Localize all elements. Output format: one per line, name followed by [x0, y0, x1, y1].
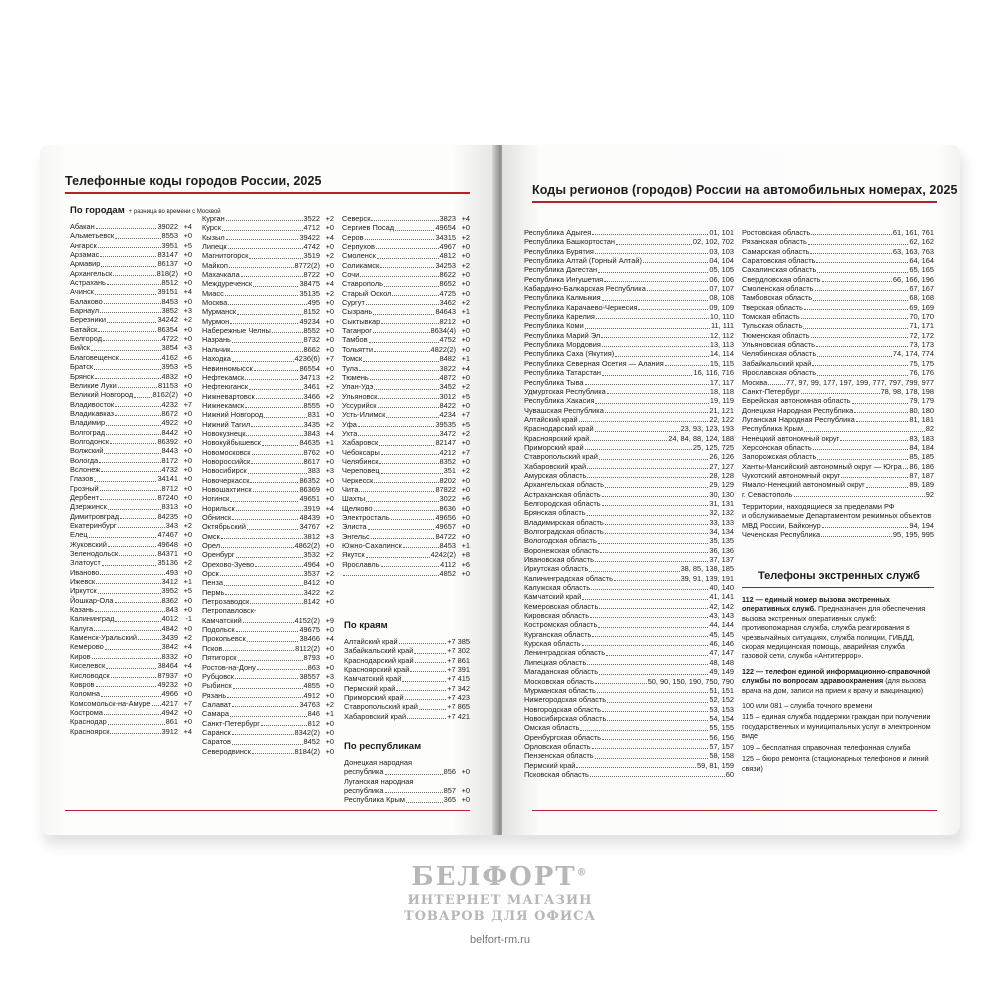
- city-code-row: Нижний Новгород 831 +0: [202, 410, 334, 420]
- plate-code-row: Кемеровская область 42, 142: [524, 601, 734, 611]
- plate-code-row: Республика Мордовия 13, 113: [524, 340, 734, 350]
- city-code-row: Ачинск 39151 +4: [70, 287, 192, 297]
- city-code-row: Пенза 8412 +0: [202, 578, 334, 588]
- city-code-row: Красноярск 3912 +4: [70, 726, 192, 736]
- plate-code-row: Вологодская область 35, 135: [524, 536, 734, 546]
- plate-code-row: Республика Коми 11, 111: [524, 321, 734, 331]
- plate-code-row: Свердловская область 66, 166, 196: [742, 274, 934, 284]
- city-code-row: Киров 8332 +0: [70, 651, 192, 661]
- city-code-row: Рязань 4912 +0: [202, 690, 334, 700]
- city-code-row: Москва 495 +0: [202, 298, 334, 308]
- plate-code-row: Республика Алтай (Горный Алтай) 04, 104: [524, 256, 734, 266]
- city-code-row: Новосибирск 383 +3: [202, 466, 334, 476]
- city-code-row: Ухта 3472 +2: [342, 428, 470, 438]
- plate-code-row: Курганская область 45, 145: [524, 629, 734, 639]
- city-code-row: Армавир 86137 +0: [70, 259, 192, 269]
- plate-code-row: Владимирская область 33, 133: [524, 517, 734, 527]
- plate-code-row: Магаданская область 49, 149: [524, 667, 734, 677]
- plate-code-row: Чувашская Республика 21, 121: [524, 405, 734, 415]
- left-title-rule: [65, 192, 470, 194]
- city-code-row: Вологда 8172 +0: [70, 455, 192, 465]
- krai-code-row: Ставропольский край +7 865: [344, 702, 470, 712]
- by-republic-heading: По республикам: [344, 741, 422, 752]
- city-code-row: Усть-Илимск 4234 +7: [342, 410, 470, 420]
- plate-code-row: Калининградская область 39, 91, 139, 191: [524, 573, 734, 583]
- city-code-row: Междуреченск 38475 +4: [202, 279, 334, 289]
- city-code-row: Таганрог 8634(4) +0: [342, 326, 470, 336]
- city-code-row: Орск 3537 +2: [202, 569, 334, 579]
- plate-code-row: Республика Адыгея 01, 101: [524, 228, 734, 237]
- city-code-row: Дербент 87240 +0: [70, 492, 192, 502]
- right-title-rule: [532, 201, 937, 203]
- krai-code-row: Камчатский край +7 415: [344, 674, 470, 684]
- city-code-row: Тольятти 4822(2) +0: [342, 344, 470, 354]
- plate-code-row: Забайкальский край 75, 175: [742, 358, 934, 368]
- plate-code-row: Республика Хакасия 19, 119: [524, 396, 734, 406]
- city-code-row: Серов 34315 +2: [342, 232, 470, 242]
- city-code-row: Обнинск 48439 +0: [202, 513, 334, 522]
- plate-code-row: Республика Дагестан 05, 105: [524, 265, 734, 275]
- city-code-row: Кызыл 39422 +4: [202, 232, 334, 242]
- city-code-row: 4852 +0: [342, 569, 470, 578]
- city-code-row: Иваново 493 +0: [70, 567, 192, 577]
- city-code-row: Смоленск 4812 +0: [342, 251, 470, 261]
- city-code-row: Якутск 4242(2) +8: [342, 550, 470, 560]
- plate-code-row: Москва 77, 97, 99, 177, 197, 199, 777, 797, 799, 977: [742, 377, 934, 387]
- right-footer-rule: [532, 810, 937, 811]
- city-code-row: Великие Луки 81153 +0: [70, 380, 192, 390]
- city-code-row: Омск 3812 +3: [202, 531, 334, 541]
- plate-code-row: Тюменская область 72, 172: [742, 330, 934, 340]
- city-code-row: Барнаул 3852 +3: [70, 306, 192, 316]
- krai-code-row: Пермский край +7 342: [344, 683, 470, 693]
- city-code-row: Елец 47467 +0: [70, 530, 192, 540]
- city-code-row: Южно-Сахалинск 8453 +1: [342, 541, 470, 551]
- city-code-row: Чебоксары 4212 +7: [342, 447, 470, 457]
- plate-code-row: Республика Тыва 17, 117: [524, 377, 734, 387]
- city-code-row: Соликамск 34253 +2: [342, 260, 470, 270]
- city-code-row: Великий Новгород 8162(2) +0: [70, 390, 192, 400]
- plate-code-row: Республика Ингушетия 06, 106: [524, 274, 734, 284]
- city-code-row: Кемерово 3842 +4: [70, 642, 192, 652]
- city-code-row: Серпухов 4967 +0: [342, 242, 470, 252]
- plate-code-row: Республика Саха (Якутия) 14, 114: [524, 349, 734, 359]
- city-code-row: Черкесск 8202 +0: [342, 475, 470, 485]
- city-code-row: Березники 34242 +2: [70, 315, 192, 325]
- city-code-row: Салават 34763 +2: [202, 699, 334, 709]
- city-code-row: Новочеркасск 86352 +0: [202, 475, 334, 485]
- plate-code-row: Кабардино-Балкарская Республика 07, 107: [524, 284, 734, 294]
- city-code-row: Махачкала 8722 +0: [202, 270, 334, 280]
- plate-code-row: Тульская область 71, 171: [742, 321, 934, 331]
- city-code-row: Глазов 34141 +0: [70, 474, 192, 484]
- plate-code-row: Самарская область 63, 163, 763: [742, 246, 934, 256]
- city-code-row: Уссурийск 8422 +0: [342, 400, 470, 410]
- plate-code-row: Еврейская автономная область 79, 179: [742, 396, 934, 406]
- left-page-title: Телефонные коды городов России, 2025: [65, 174, 322, 188]
- plate-code-row: Архангельская область 29, 129: [524, 480, 734, 490]
- city-code-row: Камчатский 4152(2) +9: [202, 615, 334, 625]
- city-code-row: Йошкар-Ола 8362 +0: [70, 595, 192, 605]
- plate-code-row: Костромская область 44, 144: [524, 620, 734, 630]
- plate-code-row: Кировская область 43, 143: [524, 611, 734, 621]
- plate-code-row: Липецкая область 48, 148: [524, 657, 734, 667]
- plate-code-row: Луганская Народная Республика 81, 181: [742, 414, 934, 424]
- city-code-row: Нижнекамск 8555 +0: [202, 400, 334, 410]
- by-krai-heading: По краям: [344, 620, 388, 631]
- city-codes-col-3: [342, 214, 470, 578]
- city-code-row: Невинномысск 86554 +0: [202, 363, 334, 373]
- city-code-row: Тула 3822 +4: [342, 363, 470, 373]
- city-code-row: Новокузнецк 3843 +4: [202, 428, 334, 438]
- city-code-row: Балаково 8453 +0: [70, 296, 192, 306]
- plate-code-row: Московская область 50, 90, 150, 190, 750, 790: [524, 676, 734, 686]
- city-code-row: Пятигорск 8793 +0: [202, 653, 334, 663]
- city-code-row: Оренбург 3532 +2: [202, 550, 334, 560]
- plate-code-row: Калужская область 40, 140: [524, 583, 734, 593]
- city-code-row: Улан-Удэ 3452 +2: [342, 382, 470, 392]
- city-code-row: Северск 3823 +4: [342, 214, 470, 223]
- plate-code-row: Ненецкий автономный округ 83, 183: [742, 433, 934, 443]
- plate-code-row: Новосибирская область 54, 154: [524, 713, 734, 723]
- plate-code-row: Республика Карелия 10, 110: [524, 312, 734, 322]
- republic-codes: [344, 758, 470, 805]
- city-code-row: Златоуст 35136 +2: [70, 558, 192, 568]
- plate-code-row: Алтайский край 22, 122: [524, 414, 734, 424]
- city-code-row: Вслонеж 4732 +0: [70, 464, 192, 474]
- plate-code-row: Белгородская область 31, 131: [524, 498, 734, 508]
- plate-code-row: г. Севастополь 92: [742, 489, 934, 499]
- city-code-row: Сыктывкар 8212 +0: [342, 316, 470, 326]
- city-code-row: Казань 843 +0: [70, 605, 192, 615]
- city-code-row: Архангельск 818(2) +0: [70, 268, 192, 278]
- city-code-row: Дзержинск 8313 +0: [70, 502, 192, 512]
- right-page-title: Коды регионов (городов) России на автомобильных номерах, 2025: [532, 183, 958, 197]
- plate-code-row: Воронежская область 36, 136: [524, 545, 734, 555]
- plate-code-row: Ульяновская область 73, 173: [742, 340, 934, 350]
- city-codes-col-1: [70, 222, 192, 736]
- city-code-row: Челябинск 8352 +0: [342, 456, 470, 466]
- emergency-heading: Телефоны экстренных служб: [758, 570, 920, 582]
- city-code-row: Орехово-Зуево 4964 +0: [202, 559, 334, 569]
- city-code-row: Сургут 3462 +2: [342, 298, 470, 308]
- plate-code-row: Оренбургская область 56, 156: [524, 732, 734, 742]
- city-code-row: Псков 8112(2) +0: [202, 643, 334, 653]
- plate-code-row: Псковская область 60: [524, 769, 734, 779]
- city-code-row: Владикавказ 8672 +0: [70, 408, 192, 418]
- plate-code-row: Ленинградская область 47, 147: [524, 648, 734, 658]
- krai-code-row: Забайкальский край +7 302: [344, 646, 470, 656]
- city-code-row: Череповец 351 +2: [342, 466, 470, 476]
- brand-tagline-1: ИНТЕРНЕТ МАГАЗИН: [407, 893, 593, 908]
- city-code-row: Димитровград 84235 +0: [70, 511, 192, 521]
- city-code-row: Элиста 49657 +0: [342, 522, 470, 532]
- open-notebook: [40, 145, 960, 835]
- left-page: [40, 145, 498, 835]
- city-code-row: Уфа 39535 +5: [342, 419, 470, 429]
- city-code-row: Прокопьевск 38466 +4: [202, 634, 334, 644]
- plate-code-row: Томская область 70, 170: [742, 312, 934, 322]
- republic-code-row: Донецкая народная: [344, 758, 412, 767]
- city-code-row: Курск 4712 +0: [202, 223, 334, 233]
- city-code-row: Магнитогорск 3519 +2: [202, 251, 334, 261]
- city-code-row: Набережные Челны 8552 +0: [202, 326, 334, 336]
- city-code-row: Бийск 3854 +3: [70, 343, 192, 353]
- city-code-row: Самара 846 +1: [202, 709, 334, 719]
- city-code-row: Нижневартовск 3466 +2: [202, 391, 334, 401]
- plate-code-row: Санкт-Петербург 78, 98, 178, 198: [742, 386, 934, 396]
- city-code-row: Брянск 4832 +0: [70, 371, 192, 381]
- city-code-row: Норильск 3919 +4: [202, 503, 334, 513]
- city-code-row: Энгельс 84722 +0: [342, 531, 470, 541]
- city-code-row: Белгород 4722 +0: [70, 334, 192, 344]
- city-code-row: Майкоп 8772(2) +0: [202, 260, 334, 270]
- plate-code-row: Орловская область 57, 157: [524, 741, 734, 751]
- city-code-row: Владивосток 4232 +7: [70, 399, 192, 409]
- city-code-row: Ижевск 3412 +1: [70, 577, 192, 587]
- plate-code-row: Ростовская область 61, 161, 761: [742, 228, 934, 237]
- city-code-row: Ангарск 3951 +5: [70, 240, 192, 250]
- city-code-row: Калуга 4842 +0: [70, 623, 192, 633]
- krai-code-row: Краснодарский край +7 861: [344, 655, 470, 665]
- city-code-row: Петропавловск-: [202, 606, 257, 616]
- city-code-row: Волгоград 8442 +0: [70, 427, 192, 437]
- plate-code-row: Приморский край 25, 125, 725: [524, 442, 734, 452]
- plate-code-row: Нижегородская область 52, 152: [524, 695, 734, 705]
- city-code-row: Пермь 3422 +2: [202, 587, 334, 597]
- city-code-row: Новомосковск 8762 +0: [202, 447, 334, 457]
- city-code-row: Нефтекамск 34713 +2: [202, 372, 334, 382]
- city-code-row: Рыбинск 4855 +0: [202, 681, 334, 691]
- plate-code-row: Челябинская область 74, 174, 774: [742, 349, 934, 359]
- plate-code-row: Ханты-Мансийский автономный округ — Югра 86, 186: [742, 461, 934, 471]
- brand-logo: БЕЛФОРТ®: [411, 862, 589, 892]
- city-code-row: Ульяновск 3012 +5: [342, 391, 470, 401]
- site-url[interactable]: belfort-rm.ru: [470, 934, 530, 946]
- city-code-row: Хабаровск 82147 +0: [342, 438, 470, 448]
- plate-code-row: Республика Калмыкия 08, 108: [524, 293, 734, 303]
- plate-code-row: Камчатский край 41, 141: [524, 592, 734, 602]
- city-code-row: Чита 87822 +0: [342, 484, 470, 494]
- city-code-row: Волгодонск 86392 +0: [70, 436, 192, 446]
- city-code-row: Сызрань 84643 +1: [342, 307, 470, 317]
- city-code-row: Краснодар 861 +0: [70, 717, 192, 727]
- city-code-row: Ногинск 49651 +0: [202, 494, 334, 504]
- plate-code-row: Рязанская область 62, 162: [742, 237, 934, 247]
- city-code-row: Батайск 86354 +0: [70, 324, 192, 334]
- city-code-row: Астрахань 8512 +0: [70, 278, 192, 288]
- plate-code-row: Донецкая Народная Республика 80, 180: [742, 405, 934, 415]
- plate-code-row: Иркутская область 38, 85, 138, 185: [524, 564, 734, 574]
- plate-code-row: Курская область 46, 146: [524, 639, 734, 649]
- city-code-row: Новошахтинск 86369 +0: [202, 484, 334, 494]
- city-code-row: Саранск 8342(2) +0: [202, 727, 334, 737]
- city-code-row: Иркутск 3952 +5: [70, 586, 192, 596]
- plate-code-row: Чукотский автономный округ 87, 187: [742, 470, 934, 480]
- plate-code-row: Амурская область 28, 128: [524, 470, 734, 480]
- emergency-rule: [742, 587, 934, 588]
- plate-code-row: Пензенская область 58, 158: [524, 751, 734, 761]
- city-code-row: Шахты 3022 +6: [342, 494, 470, 504]
- plate-code-row: Ставропольский край 26, 126: [524, 452, 734, 462]
- plate-code-row: Брянская область 32, 132: [524, 508, 734, 518]
- plate-code-row: Херсонская область 84, 184: [742, 442, 934, 452]
- city-code-row: Ставрополь 8652 +0: [342, 279, 470, 289]
- city-code-row: Миасс 35135 +2: [202, 288, 334, 298]
- city-code-row: Грозный 8712 +0: [70, 483, 192, 493]
- plate-code-row: Запорожская область 85, 185: [742, 452, 934, 462]
- city-code-row: Кисловодск 87937 +0: [70, 670, 192, 680]
- city-code-row: Коломна 4966 +0: [70, 689, 192, 699]
- city-code-row: Владимир 4922 +0: [70, 418, 192, 428]
- emergency-services: 112 — единый номер вызова экстренных оперативных служб. Предназначен для обеспечения вызова экстренных оперативных служб: противопожарная служба, служба реагирования в чрезвычайных ситуациях, служба полиции, ГИБДД, скорая медицинская помощь, аварийная служба газовой сети, служба «Антитеррор». 122 — телефон единой информационно-справочной службы по вопросам здравоохранения (для вызова врача на дом, записи на прием к врачу и вакцинацию) 100 или 081 – служба точного времени 115 – единая служба поддержки граждан при получении государственных и муниципальных услуг в электронном виде 109 – бесплатная справочная телефонная служба 125 – бюро ремонта (стационарных телефонов и линий связи): [742, 595, 931, 773]
- city-code-row: Щелково 8636 +0: [342, 503, 470, 513]
- city-code-row: Нефтеюганск 3461 +2: [202, 382, 334, 392]
- city-code-row: Новороссийск 8617 +0: [202, 456, 334, 466]
- plate-code-row: Смоленская область 67, 167: [742, 284, 934, 294]
- republic-code-row: Луганская народная: [344, 776, 414, 786]
- city-code-row: Комсомольск-на-Амуре 4217 +7: [70, 698, 192, 708]
- city-code-row: Калининград 4012 -1: [70, 614, 192, 624]
- plate-code-row: Республика Бурятия 03, 103: [524, 246, 734, 256]
- plate-code-row: Удмуртская Республика 18, 118: [524, 386, 734, 396]
- city-code-row: Томск 8482 +1: [342, 354, 470, 364]
- city-code-row: Северодвинск 8184(2) +0: [202, 746, 334, 756]
- city-code-row: Липецк 4742 +0: [202, 242, 334, 252]
- krai-code-row: Приморский край +7 423: [344, 693, 470, 703]
- by-city-note: + разница во времени с Москвой: [128, 209, 221, 215]
- plate-code-row: Волгоградская область 34, 134: [524, 527, 734, 536]
- plate-code-row: Ивановская область 37, 137: [524, 555, 734, 565]
- city-code-row: Нижний Тагил 3435 +2: [202, 419, 334, 429]
- plate-code-row: Республика Северная Осетия — Алания 15, 115: [524, 358, 734, 368]
- city-code-row: Электросталь 49656 +0: [342, 513, 470, 522]
- plate-code-row: Республика Карачаево-Черкесия 09, 109: [524, 302, 734, 312]
- city-code-row: Петрозаводск 8142 +0: [202, 597, 334, 607]
- city-code-row: Ковров 49232 +0: [70, 679, 192, 689]
- plate-code-row: Мурманская область 51, 151: [524, 685, 734, 695]
- city-code-row: Новокуйбышевск 84635 +1: [202, 438, 334, 448]
- city-code-row: Благовещенск 4162 +6: [70, 352, 192, 362]
- left-footer-rule: [65, 810, 470, 811]
- territory-block: Территории, находящиеся за пределами РФ и обслуживаемые Департаментом режимных объектов МВД России, Байконур 94, 194 Чеченская Республика 95, 195, 995: [742, 502, 934, 540]
- plate-codes-col-1: [524, 228, 734, 779]
- plate-code-row: Ямало-Ненецкий автономный округ 89, 189: [742, 480, 934, 490]
- city-code-row: Ярославль 4112 +6: [342, 559, 470, 569]
- city-code-row: Находка 4236(6) +7: [202, 354, 334, 364]
- plate-code-row: Пермский край 59, 81, 159: [524, 760, 734, 770]
- city-code-row: Арзамас 83147 +0: [70, 250, 192, 260]
- krai-code-row: Алтайский край +7 385: [344, 637, 470, 646]
- city-code-row: Рубцовск 38557 +3: [202, 671, 334, 681]
- city-code-row: Сергиев Посад 49654 +0: [342, 223, 470, 233]
- city-code-row: Курган 3522 +2: [202, 214, 334, 223]
- krai-code-row: Хабаровский край +7 421: [344, 711, 470, 721]
- republic-code-row: республика 857 +0: [344, 786, 470, 796]
- plate-code-row: Хабаровский край 27, 127: [524, 461, 734, 471]
- plate-code-row: Ярославская область 76, 176: [742, 368, 934, 378]
- city-code-row: Сочи 8622 +0: [342, 270, 470, 280]
- city-code-row: Волжский 8443 +0: [70, 446, 192, 456]
- by-city-heading: По городам + разница во времени с Москвой: [70, 205, 221, 216]
- city-code-row: Ростов-на-Дону 863 +0: [202, 662, 334, 672]
- city-code-row: Каменск-Уральский 3439 +2: [70, 633, 192, 643]
- plate-code-row: Республика Башкортостан 02, 102, 702: [524, 237, 734, 247]
- plate-codes-col-2: [742, 228, 934, 499]
- city-code-row: Подольск 49675 +0: [202, 625, 334, 635]
- city-code-row: Октябрьский 34767 +2: [202, 522, 334, 532]
- city-code-row: Кострома 4942 +0: [70, 707, 192, 717]
- plate-code-row: Астраханская область 30, 130: [524, 489, 734, 499]
- city-code-row: Тамбов 4752 +0: [342, 335, 470, 345]
- city-code-row: Екатеринбург 343 +2: [70, 521, 192, 530]
- city-code-row: Орел 4862(2) +0: [202, 541, 334, 551]
- city-code-row: Саратов 8452 +0: [202, 737, 334, 747]
- city-code-row: Киселевск 38464 +4: [70, 661, 192, 671]
- republic-code-row: Республика Крым 365 +0: [344, 795, 470, 805]
- city-code-row: Санкт-Петербург 812 +0: [202, 718, 334, 728]
- city-code-row: Мурманск 8152 +0: [202, 307, 334, 317]
- plate-code-row: Саратовская область 64, 164: [742, 256, 934, 266]
- plate-code-row: Республика Марий Эл 12, 112: [524, 330, 734, 340]
- plate-code-row: Тверская область 69, 169: [742, 302, 934, 312]
- right-page: [502, 145, 960, 835]
- plate-code-row: Сахалинская область 65, 165: [742, 265, 934, 275]
- city-code-row: Зеленодольск 84371 +0: [70, 549, 192, 559]
- city-code-row: Альметьевск 8553 +0: [70, 231, 192, 241]
- republic-code-row: республика 856 +0: [344, 767, 470, 777]
- city-code-row: Тюмень 4872 +0: [342, 372, 470, 382]
- city-code-row: Старый Оскол 4725 +0: [342, 288, 470, 298]
- city-code-row: Братск 3953 +5: [70, 362, 192, 372]
- krai-code-row: Красноярский край +7 391: [344, 665, 470, 675]
- city-code-row: Мурмон 49234 +0: [202, 316, 334, 326]
- plate-code-row: Тамбовская область 68, 168: [742, 293, 934, 303]
- city-codes-col-2: [202, 214, 334, 756]
- city-code-row: Абакан 39022 +4: [70, 222, 192, 231]
- plate-code-row: Новгородская область 53, 153: [524, 704, 734, 714]
- brand-tagline-2: ТОВАРОВ ДЛЯ ОФИСА: [403, 909, 597, 924]
- city-code-row: Назрань 8732 +0: [202, 335, 334, 345]
- plate-code-row: Краснодарский край 23, 93, 123, 193: [524, 424, 734, 434]
- plate-code-row: Красноярский край 24, 84, 88, 124, 188: [524, 433, 734, 443]
- plate-code-row: Республика Крым 82: [742, 424, 934, 434]
- city-code-row: Нальчик 8662 +0: [202, 344, 334, 354]
- plate-code-row: Республика Татарстан 16, 116, 716: [524, 368, 734, 378]
- plate-code-row: Омская область 55, 155: [524, 723, 734, 733]
- krai-codes: [344, 637, 470, 721]
- city-code-row: Жуковский 49648 +0: [70, 539, 192, 549]
